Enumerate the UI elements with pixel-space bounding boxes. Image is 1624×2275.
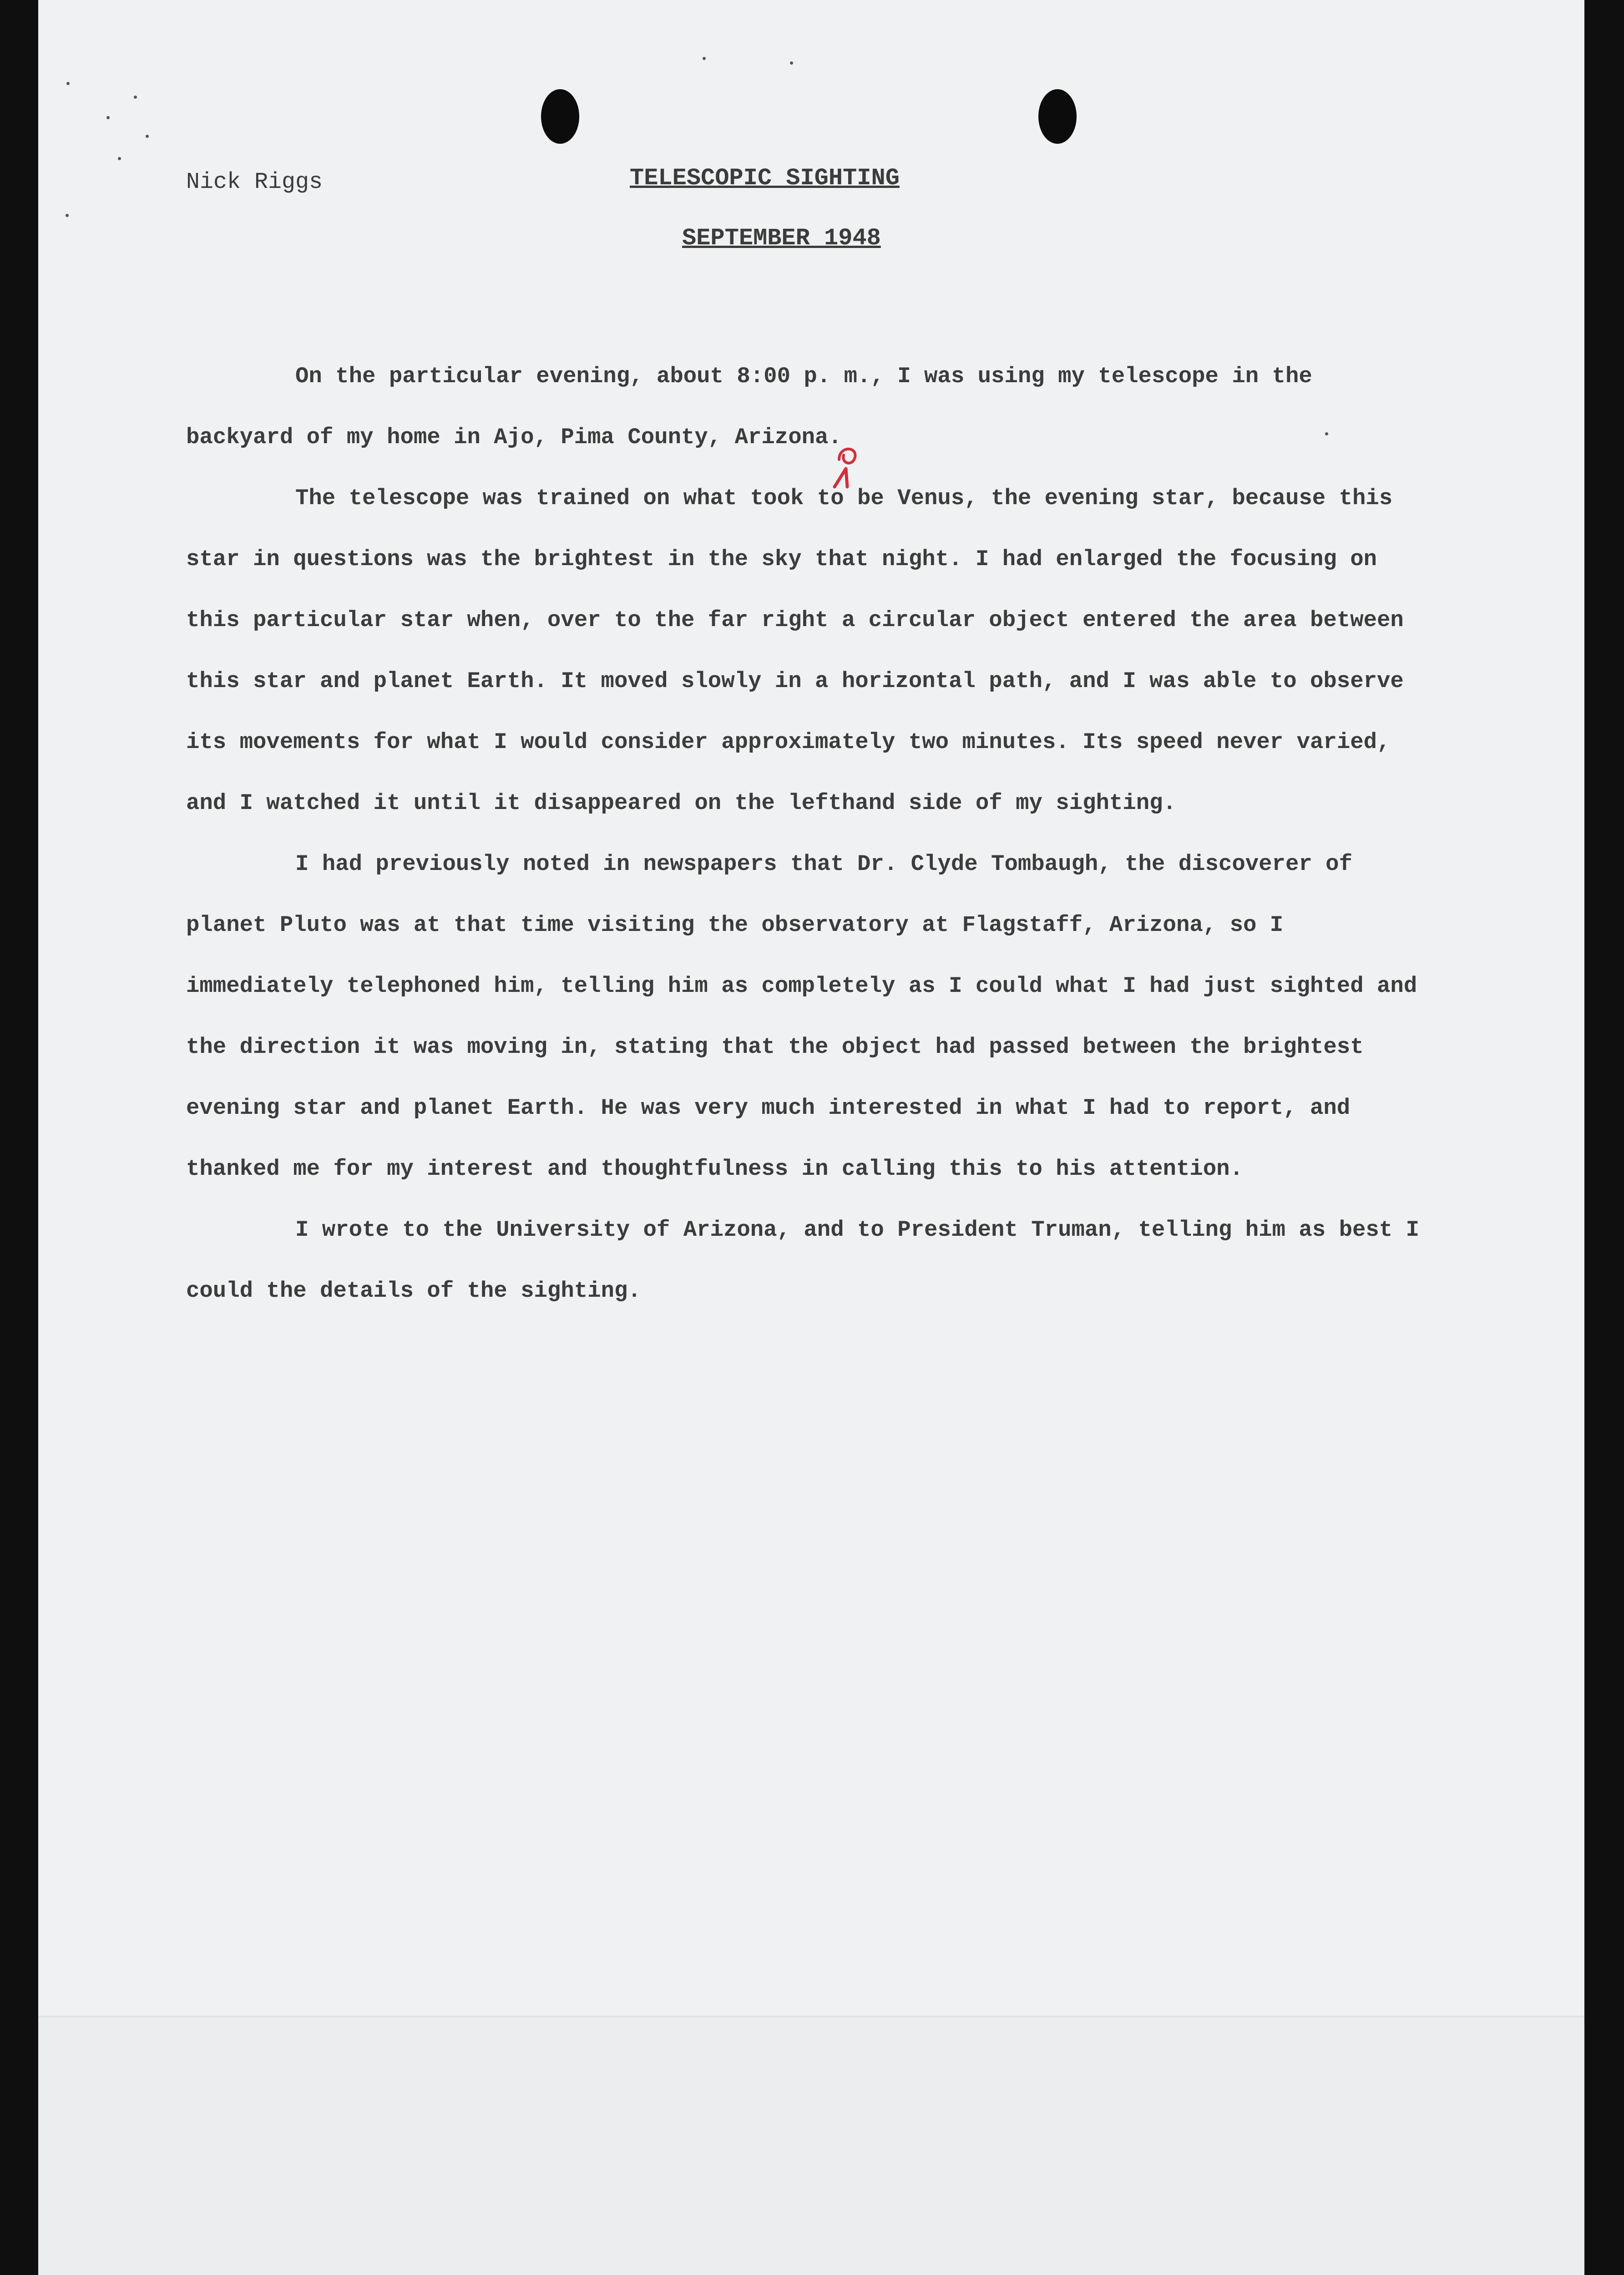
body-paragraph: I had previously noted in newspapers that Dr. Clyde Tombaugh, the discoverer of planet Pluto was at that time visiting the observatory at Flagstaff, Arizona, so I immediately telephoned him, telling him as completely as I could what I had just sighted and the direction it was moving in, stating that the object had passed between the brightest evening star and planet Earth. He was very much interested in what I had to report, and thanked me for my interest and thoughtfulness in calling this to his attention. bbox=[186, 851, 1417, 1182]
paper-speck bbox=[66, 214, 69, 217]
paper-speck bbox=[703, 57, 706, 60]
document-title: TELESCOPIC SIGHTING bbox=[630, 165, 900, 192]
body-paragraph: On the particular evening, about 8:00 p. m., I was using my telescope in the backyard of my home in Ajo, Pima County, Arizona. bbox=[186, 364, 1312, 450]
paper-speck bbox=[106, 116, 110, 119]
body-paragraph: The telescope was trained on what took to be Venus, the evening star, because this star in questions was the brightest in the sky that night. I had enlarged the focusing on this particular star when, over to the far right a circular object entered the area between this star and planet Earth. It moved slowly in a horizontal path, and I was able to observe its movements for what I would consider approximately two minutes. Its speed never varied, and I watched it until it disappeared on the lefthand side of my sighting. bbox=[186, 485, 1404, 816]
page-fold-area bbox=[38, 2016, 1584, 2275]
document-page bbox=[38, 0, 1584, 2275]
paper-speck bbox=[790, 61, 793, 65]
punch-hole-right bbox=[1038, 89, 1077, 144]
body-paragraph: I wrote to the University of Arizona, and to President Truman, telling him as best I could the details of the sighting. bbox=[186, 1217, 1420, 1304]
paper-speck bbox=[146, 135, 149, 138]
document-date: SEPTEMBER 1948 bbox=[682, 225, 881, 252]
paper-speck bbox=[118, 157, 121, 160]
handwritten-insertion-mark bbox=[821, 441, 862, 491]
punch-hole-left bbox=[541, 89, 579, 144]
paper-speck bbox=[66, 82, 70, 85]
paper-speck bbox=[134, 96, 137, 99]
author-name: Nick Riggs bbox=[186, 169, 323, 195]
document-body bbox=[186, 346, 1424, 1321]
